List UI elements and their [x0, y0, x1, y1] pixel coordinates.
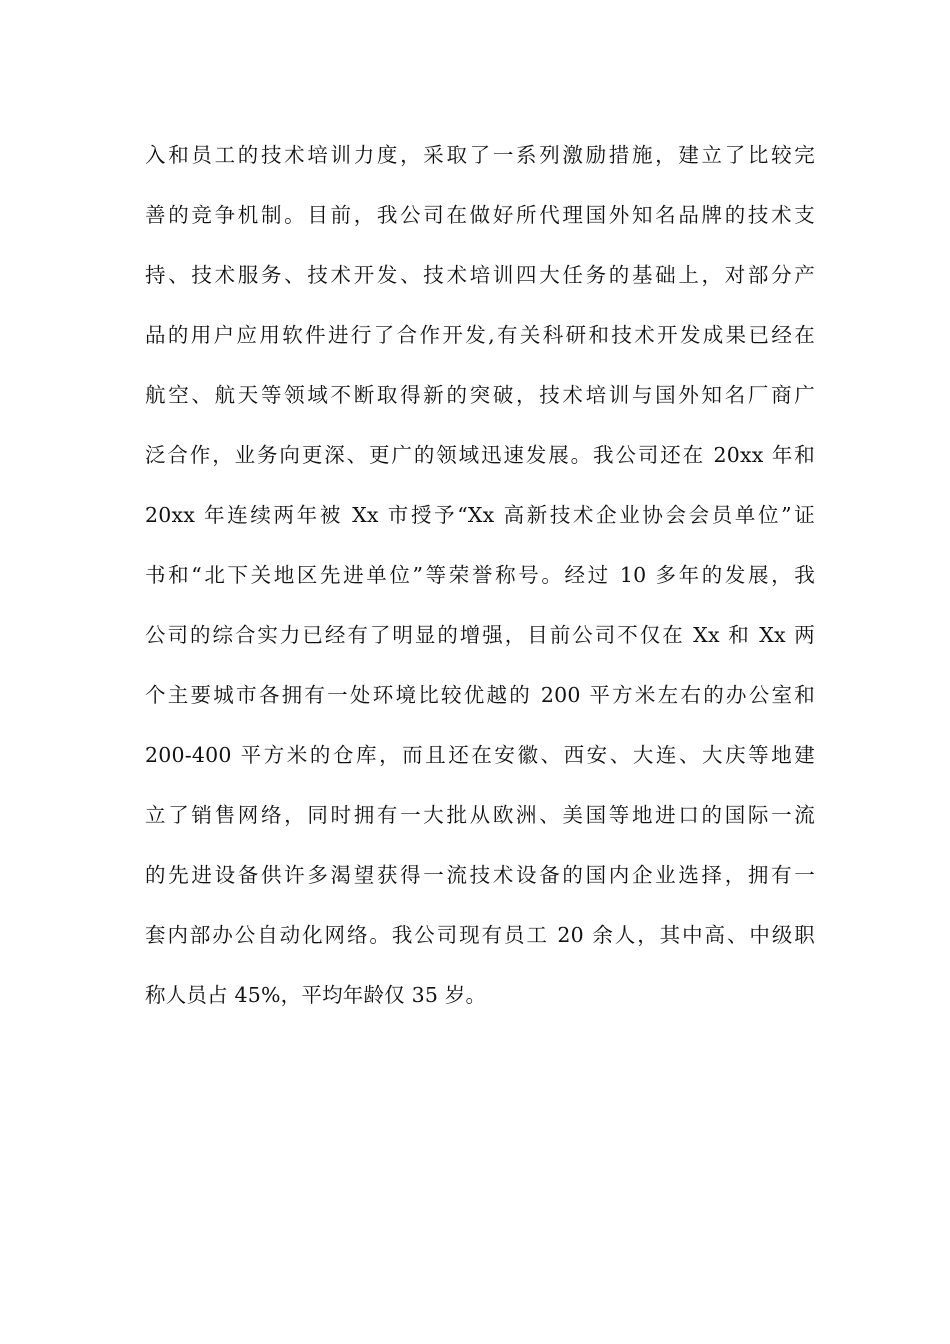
text-line-11: 200-400 平方米的仓库，而且还在安徽、西安、大连、大庆等地建 [145, 743, 815, 767]
text-line-3: 持、技术服务、技术开发、技术培训四大任务的基础上，对部分产 [145, 263, 815, 287]
text-line-15: 称人员占 45%，平均年龄仅 35 岁。 [145, 983, 487, 1007]
text-line-1: 入和员工的技术培训力度，采取了一系列激励措施，建立了比较完 [145, 143, 815, 167]
text-line-7: 20xx 年连续两年被 Xx 市授予“Xx 高新技术企业协会会员单位”证 [145, 503, 815, 527]
text-line-4: 品的用户应用软件进行了合作开发,有关科研和技术开发成果已经在 [145, 323, 815, 347]
text-line-2: 善的竞争机制。目前，我公司在做好所代理国外知名品牌的技术支 [145, 203, 815, 227]
text-line-5: 航空、航天等领域不断取得新的突破，技术培训与国外知名厂商广 [145, 383, 815, 407]
text-line-12: 立了销售网络，同时拥有一大批从欧洲、美国等地进口的国际一流 [145, 803, 815, 827]
text-line-8: 书和“北下关地区先进单位”等荣誉称号。经过 10 多年的发展，我 [145, 563, 815, 587]
text-line-9: 公司的综合实力已经有了明显的增强，目前公司不仅在 Xx 和 Xx 两 [145, 623, 815, 647]
text-line-6: 泛合作，业务向更深、更广的领域迅速发展。我公司还在 20xx 年和 [145, 443, 815, 467]
text-line-13: 的先进设备供许多渴望获得一流技术设备的国内企业选择，拥有一 [145, 863, 815, 887]
text-line-14: 套内部办公自动化网络。我公司现有员工 20 余人，其中高、中级职 [145, 923, 815, 947]
text-line-10: 个主要城市各拥有一处环境比较优越的 200 平方米左右的办公室和 [145, 683, 815, 707]
body-text [145, 134, 815, 1034]
